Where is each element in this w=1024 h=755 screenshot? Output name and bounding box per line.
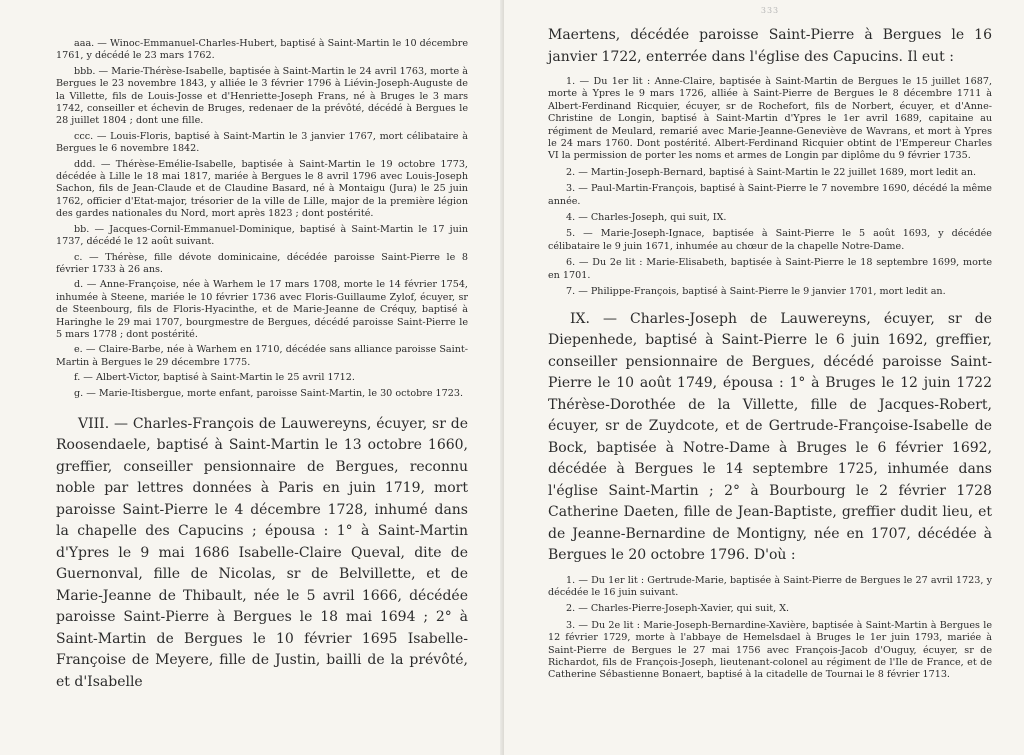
entry-bbb: bbb. — Marie-Thérèse-Isabelle, baptisée à Saint-Martin le 24 avril 1763, morte à Bergues le 23 novembre 1843, y alliée le 3 février 1796 à Liévin-Joseph-Auguste de la Villette, fils de Louis-Josse et d'Henriette-Joseph Frans, né à Bruges le 3 mars 1742, conseiller et échevin de Bruges, redenaer de la prévôté, décédé à Bergues le 28 juillet 1804 ; dont une fille.	[56, 65, 468, 127]
ix-child-3: 3. — Du 2e lit : Marie-Joseph-Bernardine-Xavière, baptisée à Saint-Martin à Bergues le 12 février 1729, morte à l'abbaye de Hemelsdael à Bruges le 1er juin 1793, mariée à Saint-Pierre de Bergues le 27 mai 1756 avec François-Jacob d'Ouguy, écuyer, sr de Richardot, fils de François-Joseph, lieutenant-colonel au régiment de l'Ile de France, et de Catherine Sébastienne Bonaert, baptisé à la citadelle de Tournai le 8 février 1713.	[548, 619, 992, 681]
child-7: 7. — Philippe-François, baptisé à Saint-Pierre le 9 janvier 1701, mort ledit an.	[566, 286, 946, 298]
right-page	[504, 0, 1024, 755]
entry-g: g. — Marie-Itisbergue, morte enfant, paroisse Saint-Martin, le 30 octobre 1723.	[74, 387, 464, 399]
entry-c: c. — Thérèse, fille dévote dominicaine, décédée paroisse Saint-Pierre le 8 février 1733 à 26 ans.	[56, 251, 468, 275]
entry-e: e. — Claire-Barbe, née à Warhem en 1710, décédée sans alliance paroisse Saint-Martin à Bergues le 29 décembre 1775.	[56, 344, 468, 368]
section-viii: VIII. — Charles-François de Lauwereyns, écuyer, sr de Roosendaele, baptisé à Saint-Martin le 13 octobre 1660, greffier, conseiller pensionnaire de Bergues, reconnu noble par lettres données à Paris en juin 1719, mort paroisse Saint-Pierre le 4 décembre 1728, inhumé dans la chapelle des Capucins ; épousa : 1° à Saint-Martin d'Ypres le 9 mai 1686 Isabelle-Claire Queval, dite de Guernonval, fille de Nicolas, sr de Belvillette, et de Marie-Jeanne de Thibault, née le 5 avril 1666, décédée paroisse Saint-Pierre à Bergues le 18 mai 1694 ; 2° à Saint-Martin de Bergues le 10 février 1695 Isabelle-Françoise de Meyere, fille de Justin, bailli de la prévôté, et d'Isabelle	[56, 415, 468, 690]
child-1: 1. — Du 1er lit : Anne-Claire, baptisée à Saint-Martin de Bergues le 15 juillet 1687, morte à Ypres le 9 mars 1726, alliée à Saint-Pierre de Bergues le 8 décembre 1711 à Albert-Ferdinand Ricquier, écuyer, sr de Rochefort, fils de Norbert, écuyer, et d'Anne-Christine de Longin, baptisé à Saint-Martin d'Ypres le 1er avril 1689, capitaine au régiment de Meulard, remarié avec Marie-Jeanne-Geneviève de Wavrans, et mort à Ypres le 24 mars 1760. Dont postérité. Albert-Ferdinand Ricquier obtint de l'Empereur Charles VI la permission de porter les noms et armes de Longin par diplôme du 9 février 1735.	[548, 76, 992, 162]
entry-ccc: ccc. — Louis-Floris, baptisé à Saint-Martin le 3 janvier 1767, mort célibataire à Bergues le 6 novembre 1842.	[56, 130, 468, 155]
ix-child-1: 1. — Du 1er lit : Gertrude-Marie, baptisée à Saint-Pierre de Bergues le 27 avril 1723, y décédée le 16 juin suivant.	[548, 574, 992, 598]
section-viii-continued: Maertens, décédée paroisse Saint-Pierre à Bergues le 16 janvier 1722, enterrée dans l'église des Capucins. Il eut :	[548, 27, 992, 65]
child-5: 5. — Marie-Joseph-Ignace, baptisée à Saint-Pierre le 5 août 1693, y décédée célibataire le 9 juin 1671, inhumée au chœur de la chapelle Notre-Dame.	[548, 228, 992, 252]
section-ix: IX. — Charles-Joseph de Lauwereyns, écuyer, sr de Diepenhede, baptisé à Saint-Pierre le 6 juin 1692, greffier, conseiller pensionnaire de Bergues, décédé paroisse Saint-Pierre le 10 août 1749, épousa : 1° à Bruges le 12 juin 1722 Thérèse-Dorothée de la Villette, fille de Jacques-Robert, écuyer, sr de Zuydcote, et de Gertrude-Françoise-Isabelle de Bock, baptisée à Notre-Dame à Bruges le 6 février 1692, décédée à Bergues le 14 septembre 1725, inhumée dans l'église Saint-Martin ; 2° à Bourbourg le 2 février 1728 Catherine Daeten, fille de Jean-Baptiste, greffier dudit lieu, et de Jeanne-Bernardine de Montigny, née en 1707, décédée à Bergues le 20 octobre 1796. D'où :	[548, 310, 992, 563]
page-number: 333	[760, 6, 780, 15]
child-2: 2. — Martin-Joseph-Bernard, baptisé à Saint-Martin le 22 juillet 1689, mort ledit an.	[566, 166, 977, 178]
child-4: 4. — Charles-Joseph, qui suit, IX.	[566, 212, 727, 224]
entry-aaa: aaa. — Winoc-Emmanuel-Charles-Hubert, baptisé à Saint-Martin le 10 décembre 1761, y décédé le 23 mars 1762.	[56, 38, 468, 62]
child-3: 3. — Paul-Martin-François, baptisé à Saint-Pierre le 7 novembre 1690, décédé la même année.	[548, 183, 992, 207]
child-6: 6. — Du 2e lit : Marie-Elisabeth, baptisée à Saint-Pierre le 18 septembre 1699, morte en 1701.	[548, 257, 992, 281]
left-page	[0, 0, 504, 755]
entry-d: d. — Anne-Françoise, née à Warhem le 17 mars 1708, morte le 14 février 1754, inhumée à Steene, mariée le 10 février 1736 avec Floris-Guillaume Zylof, écuyer, sr de Steenbourg, fils de Floris-Hyacinthe, et de Marie-Jeanne de Créquy, baptisé à Haringhe le 29 mai 1707, bourgmestre de Bergues, décédé paroisse Saint-Pierre le 5 mars 1778 ; dont postérité.	[56, 279, 468, 340]
entry-bb: bb. — Jacques-Cornil-Emmanuel-Dominique, baptisé à Saint-Martin le 17 juin 1737, décédé le 12 août suivant.	[56, 223, 468, 248]
ix-child-2: 2. — Charles-Pierre-Joseph-Xavier, qui suit, X.	[566, 603, 790, 615]
entry-ddd: ddd. — Thérèse-Emélie-Isabelle, baptisée à Saint-Martin le 19 octobre 1773, décédée à Lille le 18 mai 1817, mariée à Bergues le 8 avril 1796 avec Louis-Joseph Sachon, fils de Jean-Claude et de Claudine Basard, né à Montaigu (Jura) le 25 juin 1762, officier d'Etat-major, trésorier de la ville de Lille, major de la première légion des gardes nationales du Nord, mort après 1823 ; dont postérité.	[56, 158, 468, 220]
entry-f: f. — Albert-Victor, baptisé à Saint-Martin le 25 avril 1712.	[74, 372, 355, 384]
